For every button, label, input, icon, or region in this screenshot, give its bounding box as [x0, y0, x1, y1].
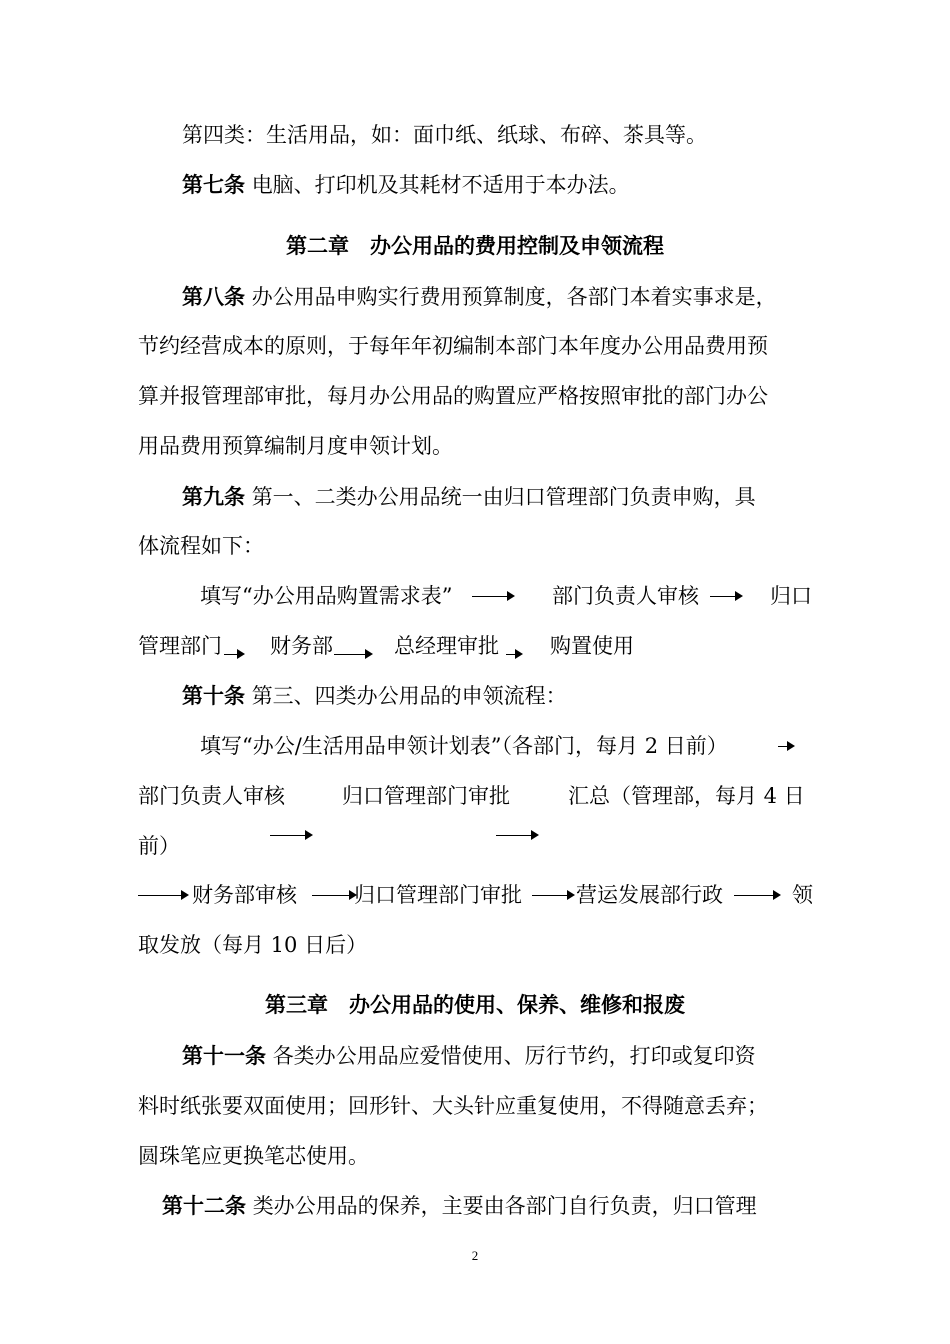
- flow2-step: 归口管理部门审批: [342, 784, 510, 808]
- article-11: [182, 1044, 756, 1068]
- article-label: 第八条: [182, 284, 245, 309]
- flow1-step: 财务部: [270, 634, 333, 658]
- arrow-icon: [496, 835, 532, 836]
- arrow-icon: [778, 746, 788, 747]
- text-line: 第四类：生活用品，如：面巾纸、纸球、布碎、茶具等。: [182, 123, 707, 147]
- chapter-2-heading: 第二章 办公用品的费用控制及申领流程: [286, 233, 664, 258]
- article-label: 第七条: [182, 172, 245, 197]
- article-label: 第十一条: [182, 1043, 266, 1068]
- arrow-icon: [734, 895, 774, 896]
- article-label: 第十二条: [162, 1193, 246, 1218]
- text-line: 料时纸张要双面使用；回形针、大头针应重复使用，不得随意丢弃；: [138, 1094, 768, 1118]
- arrow-icon: [334, 654, 366, 655]
- article-text: 第三、四类办公用品的申领流程：: [251, 684, 567, 708]
- text-line: 算并报管理部审批，每月办公用品的购置应严格按照审批的部门办公: [138, 384, 768, 408]
- flow1-step: 总经理审批: [394, 634, 499, 658]
- article-text: 电脑、打印机及其耗材不适用于本办法。: [251, 173, 630, 197]
- arrow-icon: [532, 895, 568, 896]
- flow1-step: 购置使用: [550, 634, 634, 658]
- article-label: 第十条: [182, 683, 245, 708]
- flow1-step: 部门负责人审核: [552, 584, 699, 608]
- text-line: 节约经营成本的原则，于每年年初编制本部门本年度办公用品费用预: [138, 334, 768, 358]
- article-text: 类办公用品的保养，主要由各部门自行负责，归口管理: [252, 1194, 757, 1218]
- flow1-step: 归口: [770, 584, 812, 608]
- arrow-icon: [472, 596, 508, 597]
- text-line: 用品费用预算编制月度申领计划。: [138, 434, 453, 458]
- flow2-step: 取发放（每月 10 日后）: [138, 933, 368, 957]
- article-9: [182, 485, 756, 509]
- flow1-step: 管理部门: [138, 634, 222, 658]
- page-number: 2: [471, 1248, 479, 1263]
- text-line: 体流程如下：: [138, 534, 264, 558]
- flow2-step: 领: [792, 883, 813, 907]
- flow1-step: 填写“办公用品购置需求表”: [200, 584, 453, 608]
- arrow-icon: [506, 654, 516, 655]
- arrow-icon: [224, 654, 238, 655]
- article-text: 办公用品申购实行费用预算制度，各部门本着实事求是，: [251, 285, 777, 309]
- article-8: [182, 285, 777, 309]
- article-12: [162, 1194, 757, 1218]
- arrow-icon: [710, 596, 736, 597]
- flow2-step: 财务部审核: [192, 883, 297, 907]
- flow2-step: 归口管理部门审批: [354, 883, 522, 907]
- article-text: 第一、二类办公用品统一由归口管理部门负责申购，具: [251, 485, 756, 509]
- flow2-step: 汇总（管理部，每月 4 日: [568, 784, 805, 808]
- flow2-step: 填写“办公/生活用品申领计划表”（各部门，每月 2 日前）: [200, 734, 728, 758]
- arrow-icon: [138, 895, 182, 896]
- article-label: 第九条: [182, 484, 245, 509]
- arrow-icon: [312, 895, 350, 896]
- flow2-step: 前）: [138, 834, 180, 858]
- text-line: 圆珠笔应更换笔芯使用。: [138, 1144, 369, 1168]
- article-text: 各类办公用品应爱惜使用、厉行节约，打印或复印资: [272, 1044, 756, 1068]
- flow2-step: 部门负责人审核: [138, 784, 285, 808]
- flow2-step: 营运发展部行政: [576, 883, 723, 907]
- arrow-icon: [270, 835, 306, 836]
- chapter-3-heading: 第三章 办公用品的使用、保养、维修和报废: [265, 992, 685, 1017]
- article-7: [182, 173, 630, 197]
- article-10: [182, 684, 567, 708]
